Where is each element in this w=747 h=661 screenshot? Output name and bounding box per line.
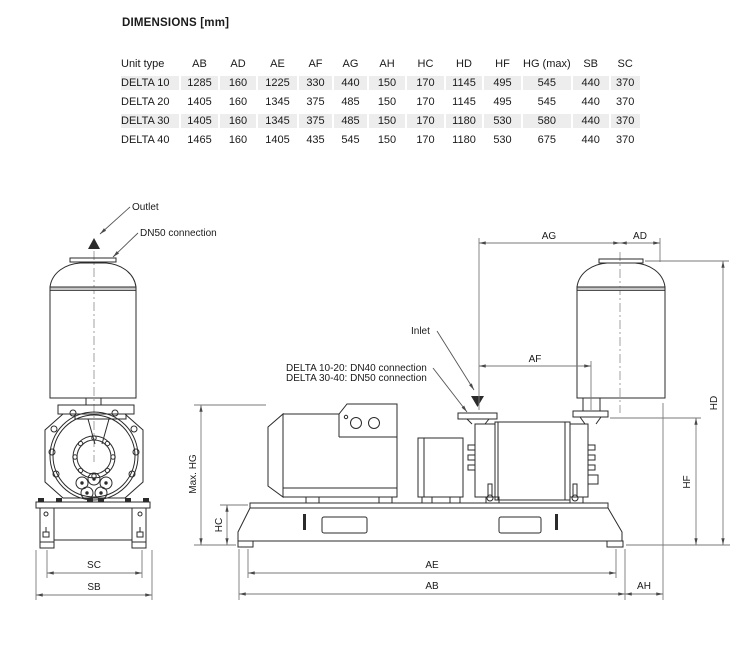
table-cell: 375 (299, 92, 332, 111)
table-cell: 330 (299, 73, 332, 92)
connection-note-line2: DELTA 30-40: DN50 connection (286, 373, 427, 384)
table-cell: 440 (573, 73, 609, 92)
column-header: AD (220, 53, 256, 73)
dim-af (479, 354, 591, 410)
connection-note-line1: DELTA 10-20: DN40 connection (286, 363, 427, 374)
dim-label-af: AF (528, 354, 542, 365)
table-cell: 545 (523, 73, 571, 92)
dn50-connection-label: DN50 connection (140, 228, 217, 239)
table-cell: 1405 (181, 111, 218, 130)
table-cell: 545 (523, 92, 571, 111)
column-header: AH (369, 53, 405, 73)
table-cell: 170 (407, 130, 444, 149)
table-cell: 170 (407, 111, 444, 130)
dim-ae (248, 549, 616, 578)
front-base-frame (36, 498, 150, 548)
dim-label-hc: HC (214, 517, 225, 533)
table-cell: 485 (334, 92, 367, 111)
column-header: HG (max) (523, 53, 571, 73)
table-cell: 370 (611, 130, 640, 149)
table-cell: DELTA 30 (121, 111, 179, 130)
table-cell: 150 (369, 111, 405, 130)
table-cell: 1145 (446, 73, 482, 92)
outlet-arrow-icon (88, 238, 100, 249)
side-view (188, 231, 730, 600)
table-cell: 170 (407, 92, 444, 111)
table-row (121, 92, 640, 111)
column-header: AB (181, 53, 218, 73)
side-silencer-tank (577, 252, 665, 413)
table-row (121, 130, 640, 149)
front-view (36, 202, 217, 600)
side-base-frame (238, 503, 623, 547)
dim-hc (214, 505, 248, 545)
table-cell: 1465 (181, 130, 218, 149)
dim-label-ab: AB (425, 581, 439, 592)
dim-label-ad: AD (633, 231, 647, 242)
table-cell: 440 (573, 111, 609, 130)
table-cell: 1225 (258, 73, 297, 92)
table-cell: 440 (573, 130, 609, 149)
table-cell: 160 (220, 73, 256, 92)
table-cell: DELTA 20 (121, 92, 179, 111)
technical-drawing (0, 185, 747, 661)
inlet-label: Inlet (411, 326, 430, 337)
table-cell: 1345 (258, 111, 297, 130)
dim-ab (239, 549, 625, 600)
table-cell: 370 (611, 73, 640, 92)
annotation-dn50-connection (113, 228, 217, 257)
table-cell: 1180 (446, 130, 482, 149)
inlet-arrow-icon (471, 396, 484, 407)
dim-sc (47, 550, 142, 578)
table-cell: 1285 (181, 73, 218, 92)
dim-label-max-hg: Max. HG (188, 454, 199, 494)
table-cell: 150 (369, 130, 405, 149)
table-cell: 530 (484, 130, 521, 149)
dim-label-sc: SC (87, 560, 101, 571)
table-cell: 495 (484, 92, 521, 111)
table-cell: DELTA 40 (121, 130, 179, 149)
table-cell: 150 (369, 73, 405, 92)
table-cell: 1405 (181, 92, 218, 111)
column-header: HC (407, 53, 444, 73)
outlet-label: Outlet (132, 202, 159, 213)
dim-hf (610, 418, 701, 545)
table-cell: 435 (299, 130, 332, 149)
column-header: SC (611, 53, 640, 73)
table-cell: 545 (334, 130, 367, 149)
motor (268, 404, 397, 503)
column-header: AF (299, 53, 332, 73)
column-header: Unit type (121, 53, 179, 73)
table-cell: 160 (220, 92, 256, 111)
table-cell: 150 (369, 92, 405, 111)
table-cell: 1180 (446, 111, 482, 130)
annotation-connection-note (286, 363, 467, 412)
table-cell: 370 (611, 111, 640, 130)
table-cell: 1145 (446, 92, 482, 111)
dim-label-sb: SB (87, 582, 101, 593)
dim-ad (620, 231, 660, 262)
table-cell: 170 (407, 73, 444, 92)
dim-label-hd: HD (709, 395, 720, 411)
column-header: SB (573, 53, 609, 73)
table-cell: 160 (220, 111, 256, 130)
table-row (121, 111, 640, 130)
dim-ah (625, 403, 663, 600)
column-header: HF (484, 53, 521, 73)
table-cell: 495 (484, 73, 521, 92)
front-pump-housing (45, 398, 143, 500)
table-cell: 530 (484, 111, 521, 130)
column-header: AE (258, 53, 297, 73)
table-cell: DELTA 10 (121, 73, 179, 92)
dim-label-ah: AH (637, 581, 651, 592)
pump-side (458, 398, 608, 503)
table-cell: 1345 (258, 92, 297, 111)
table-cell: 160 (220, 130, 256, 149)
column-header: HD (446, 53, 482, 73)
dim-hd (626, 261, 730, 545)
table-row (121, 73, 640, 92)
shaft-bolt-cluster (76, 473, 112, 499)
table-cell: 370 (611, 92, 640, 111)
table-cell: 580 (523, 111, 571, 130)
coupling-housing (418, 438, 463, 503)
column-header: AG (334, 53, 367, 73)
table-cell: 675 (523, 130, 571, 149)
table-cell: 1405 (258, 130, 297, 149)
table-cell: 440 (334, 73, 367, 92)
page-title: DIMENSIONS [mm] (122, 17, 230, 29)
dim-sb (36, 550, 152, 600)
dimensions-table (119, 53, 642, 149)
front-silencer-tank (50, 251, 136, 462)
dim-label-hf: HF (682, 475, 693, 489)
dim-label-ae: AE (425, 560, 439, 571)
table-cell: 440 (573, 92, 609, 111)
table-cell: 375 (299, 111, 332, 130)
header-row (121, 53, 640, 73)
dim-ag (479, 231, 620, 410)
table-cell: 485 (334, 111, 367, 130)
dim-label-ag: AG (541, 231, 557, 242)
